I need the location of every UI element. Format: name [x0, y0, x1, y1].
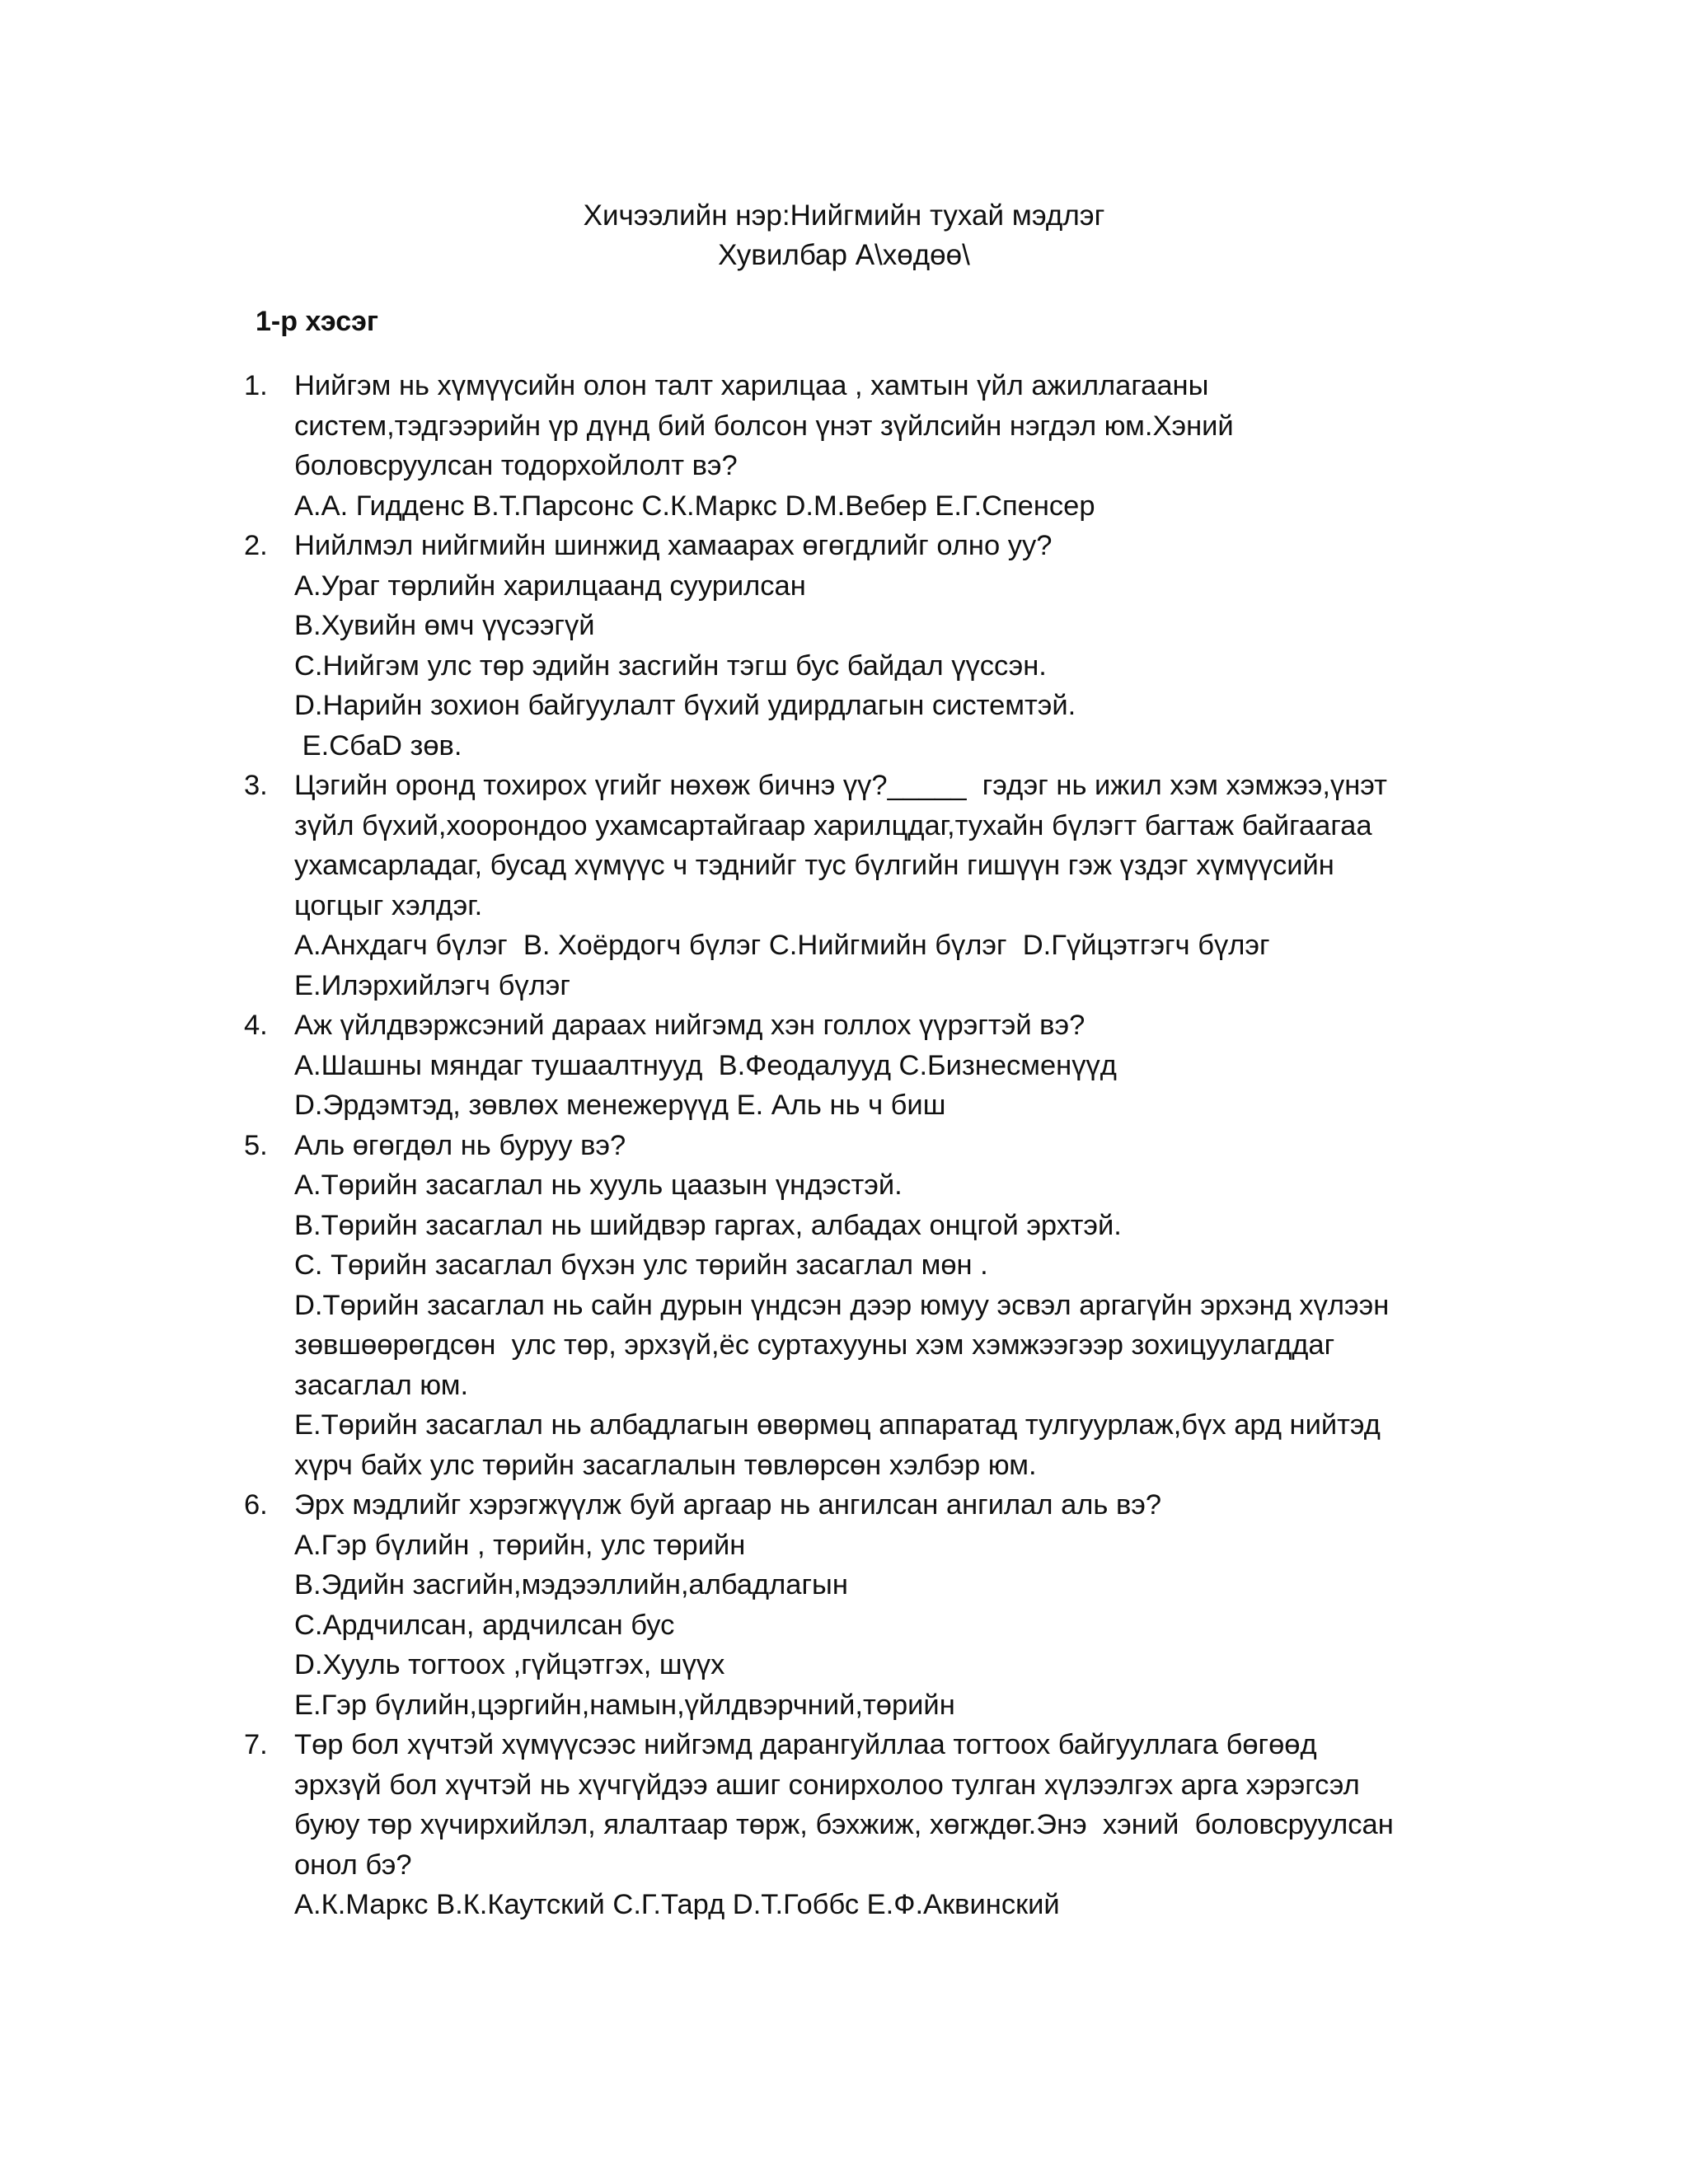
- answer-option: D.Эрдэмтэд, зөвлөх менежерүүд E. Аль нь ч биш: [294, 1090, 946, 1121]
- answer-option: E.Төрийн засаглал нь албадлагын өвөрмөц аппаратад тулгуурлаж,бүх ард нийтэд: [294, 1409, 1381, 1441]
- document-header: [0, 196, 1688, 275]
- answer-option: хүрч байх улс төрийн засаглалын төвлөрсөн хэлбэр юм.: [294, 1449, 1037, 1481]
- answer-option: А.Гэр бүлийн , төрийн, улс төрийн: [294, 1529, 746, 1561]
- answer-option: E.Гэр бүлийн,цэргийн,намын,үйлдвэрчний,төрийн: [294, 1689, 955, 1721]
- answer-option: А.Төрийн засаглал нь хууль цаазын үндэстэй.: [294, 1169, 903, 1201]
- answer-option: А.Анхдагч бүлэг B. Хоёрдогч бүлэг C.Нийгмийн бүлэг D.Гүйцэтгэгч бүлэг: [294, 930, 1270, 961]
- question-text-line: Эрх мэдлийг хэрэгжүүлж буй аргаар нь ангилсан ангилал аль вэ?: [294, 1489, 1162, 1521]
- answer-option: А.К.Маркс B.К.Каутский C.Г.Тард D.Т.Гоббс E.Ф.Аквинский: [294, 1889, 1060, 1920]
- answer-option: засаглал юм.: [294, 1369, 469, 1401]
- question-text-line: систем,тэдгээрийн үр дүнд бий болсон үнэт зүйлсийн нэгдэл юм.Хэний: [294, 410, 1234, 442]
- answer-option: E.CбaD зөв.: [294, 729, 462, 762]
- answer-option: C. Төрийн засаглал бүхэн улс төрийн засаглал мөн .: [294, 1249, 988, 1281]
- question-number: 4.: [244, 1010, 268, 1041]
- answer-option: C.Ардчилсан, ардчилсан бус: [294, 1609, 675, 1641]
- answer-option: C.Нийгэм улс төр эдийн засгийн тэгш бус байдал үүссэн.: [294, 649, 1047, 682]
- question-text-line: Нийлмэл нийгмийн шинжид хамаарах өгөгдлийг олно уу?: [294, 530, 1053, 561]
- question-text-line: ухамсарладаг, бусад хүмүүс ч тэднийг тус бүлгийн гишүүн гэж үздэг хүмүүсийн: [294, 850, 1334, 881]
- question-item: [244, 766, 1480, 1005]
- question-text-line: цогцыг хэлдэг.: [294, 889, 483, 921]
- question-number: 5.: [244, 1129, 268, 1161]
- question-number: 6.: [244, 1489, 268, 1521]
- answer-option: B.Төрийн засаглал нь шийдвэр гаргах, албадах онцгой эрхтэй.: [294, 1209, 1122, 1241]
- question-item: [244, 1725, 1480, 1925]
- question-number: 1.: [244, 370, 268, 401]
- variant-title: Хувилбар А\хөдөө\: [718, 239, 970, 271]
- question-number: 7.: [244, 1729, 268, 1760]
- question-text-line: Төр бол хүчтэй хүмүүсээс нийгэмд дарангуйллаа тогтоох байгууллага бөгөөд: [294, 1729, 1317, 1760]
- answer-option: А.Ураг төрлийн харилцаанд суурилсан: [294, 569, 806, 602]
- answer-option: А.А. Гидденс B.Т.Парсонс C.К.Маркс D.М.Вебер E.Г.Спенсер: [294, 490, 1095, 522]
- question-text-line: буюу төр хүчирхийлэл, ялалтаар төрж, бэхжиж, хөгждөг.Энэ хэний боловсруулсан: [294, 1809, 1394, 1840]
- answer-option: зөвшөөрөгдсөн улс төр, эрхзүй,ёс суртахууны хэм хэмжээгээр зохицуулагддаг: [294, 1329, 1335, 1361]
- answer-option: B.Хувийн өмч үүсээгүй: [294, 610, 595, 641]
- answer-option: А.Шашны мяндаг тушаалтнууд B.Феодалууд C.Бизнесменүүд: [294, 1049, 1117, 1081]
- answer-option: B.Эдийн засгийн,мэдээллийн,албадлагын: [294, 1569, 848, 1601]
- question-text-line: онол бэ?: [294, 1849, 412, 1881]
- answer-option: D.Нарийн зохион байгуулалт бүхий удирдлагын системтэй.: [294, 690, 1076, 721]
- question-text-line: Аж үйлдвэржсэний дараах нийгэмд хэн голлох үүрэгтэй вэ?: [294, 1010, 1085, 1041]
- question-list: [244, 366, 1480, 1925]
- question-number: 2.: [244, 530, 268, 561]
- question-item: [244, 1126, 1480, 1486]
- question-text-line: эрхзүй бол хүчтэй нь хүчгүйдээ ашиг сонирхолоо тулган хүлээлгэх арга хэрэгсэл: [294, 1769, 1360, 1801]
- answer-option: D.Хууль тогтоох ,гүйцэтгэх, шүүх: [294, 1649, 725, 1680]
- question-text-line: зүйл бүхий,хоорондоо ухамсартайгаар харилцдаг,тухайн бүлэгт багтаж байгаагаа: [294, 809, 1372, 841]
- section-title: 1-р хэсэг: [256, 306, 379, 337]
- question-text-line: боловсруулсан тодорхойлолт вэ?: [294, 450, 738, 481]
- question-item: [244, 366, 1480, 526]
- answer-option: E.Илэрхийлэгч бүлэг: [294, 969, 570, 1001]
- question-text-line: Аль өгөгдөл нь буруу вэ?: [294, 1129, 626, 1161]
- question-item: [244, 526, 1480, 766]
- question-item: [244, 1005, 1480, 1126]
- question-number: 3.: [244, 770, 268, 801]
- lesson-title: Хичээлийн нэр:Нийгмийн тухай мэдлэг: [583, 199, 1105, 232]
- question-text-line: Нийгэм нь хүмүүсийн олон талт харилцаа , хамтын үйл ажиллагааны: [294, 370, 1209, 401]
- question-text-line: Цэгийн оронд тохирох үгийг нөхөж бичнэ үү?_____ гэдэг нь ижил хэм хэмжээ,үнэт: [294, 770, 1387, 801]
- answer-option: D.Төрийн засаглал нь сайн дурын үндсэн дээр юмуу эсвэл аргагүйн эрхэнд хүлээн: [294, 1289, 1390, 1321]
- question-item: [244, 1485, 1480, 1725]
